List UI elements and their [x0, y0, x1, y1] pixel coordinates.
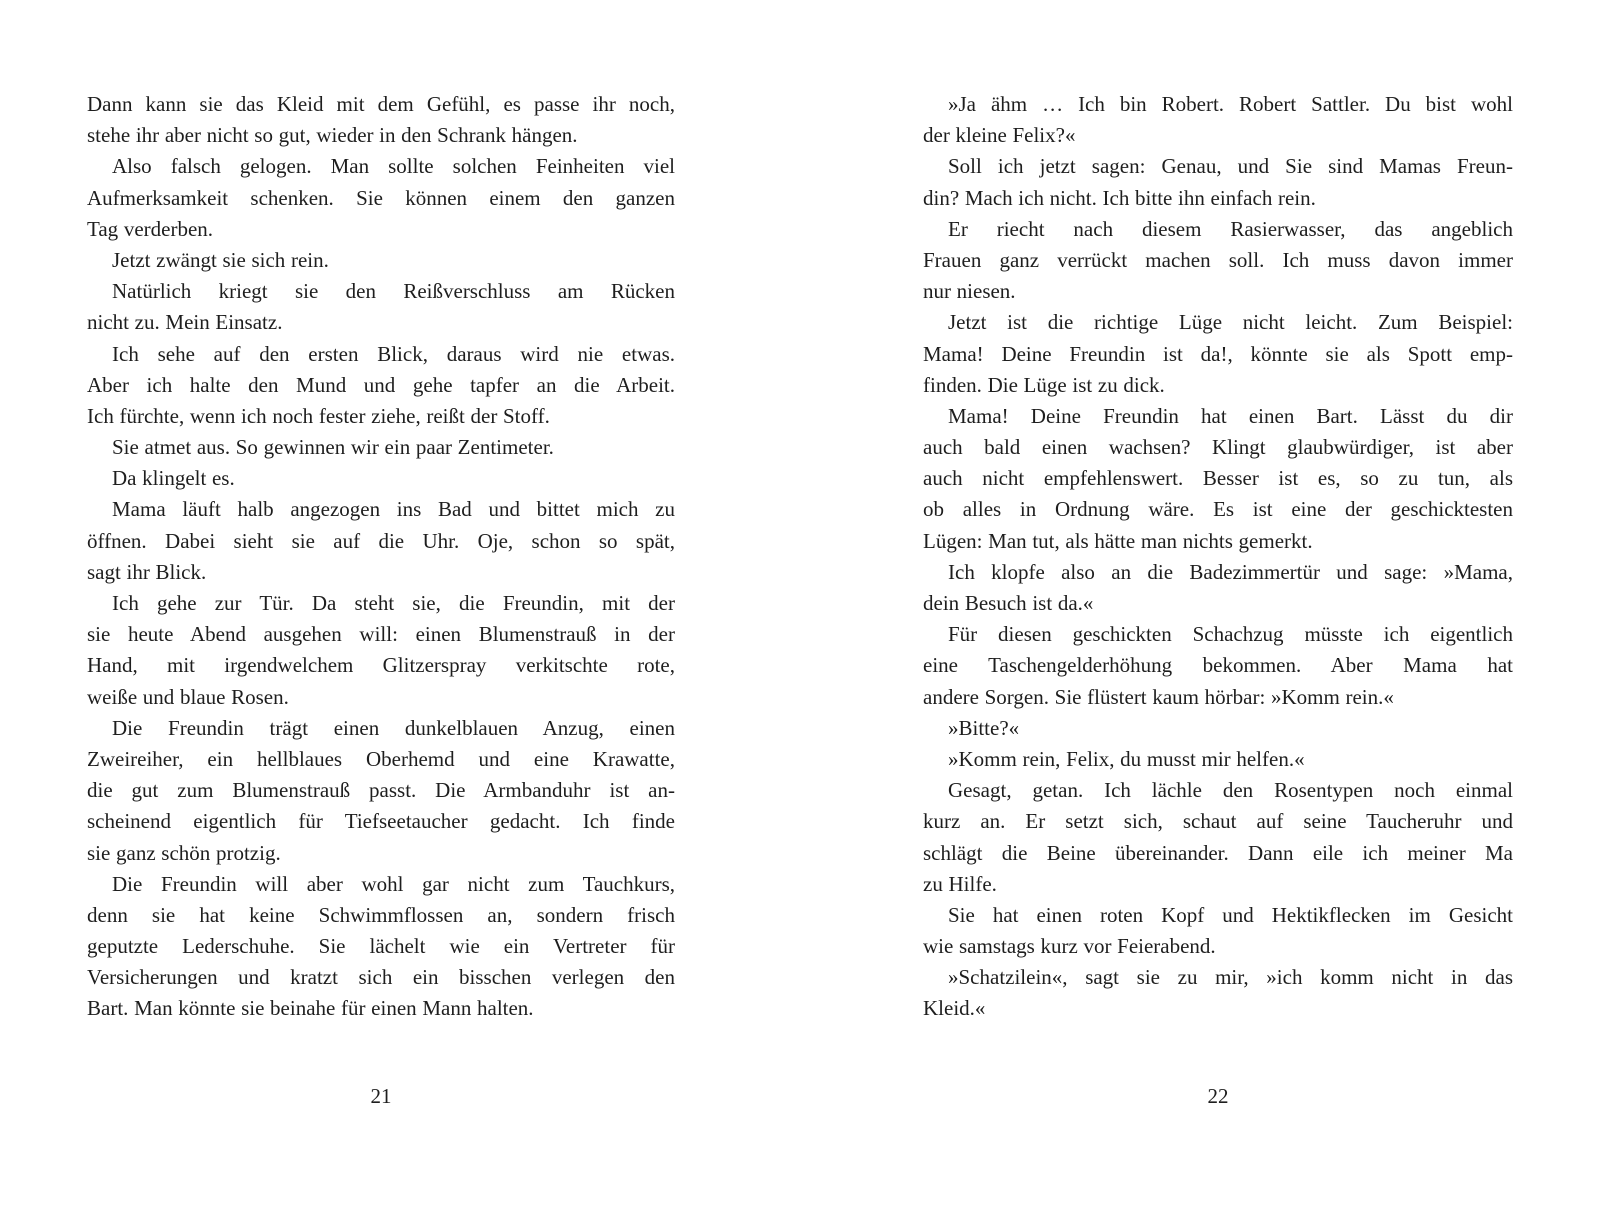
text-line: Mama! Deine Freundin hat einen Bart. Lässt du dir	[948, 403, 1513, 428]
page-left	[87, 89, 675, 1149]
text-line: Bart. Man könnte sie beinahe für einen Mann halten.	[87, 996, 534, 1021]
text-line: eine Taschengelderhöhung bekommen. Aber Mama hat	[923, 653, 1513, 678]
text-line: Mama! Deine Freundin ist da!, könnte sie als Spott emp-	[923, 341, 1513, 366]
text-line: weiße und blaue Rosen.	[87, 684, 289, 709]
text-line: »Komm rein, Felix, du musst mir helfen.«	[948, 746, 1305, 771]
text-line: Aufmerksamkeit schenken. Sie können einem den ganzen	[87, 185, 675, 210]
text-line: sie heute Abend ausgehen will: einen Blumenstrauß in der	[87, 622, 675, 647]
text-line: nicht zu. Mein Einsatz.	[87, 310, 283, 335]
text-line: finden. Die Lüge ist zu dick.	[923, 372, 1165, 397]
text-line: sie ganz schön protzig.	[87, 840, 281, 865]
text-line: »Schatzilein«, sagt sie zu mir, »ich komm nicht in das	[948, 965, 1513, 990]
text-line: dein Besuch ist da.«	[923, 591, 1094, 615]
text-line: die gut zum Blumenstrauß passt. Die Armbanduhr ist an-	[87, 778, 675, 803]
text-line: Ich gehe zur Tür. Da steht sie, die Freundin, mit der	[112, 591, 675, 615]
text-line: »Ja ähm … Ich bin Robert. Robert Sattler. Du bist wohl	[948, 92, 1513, 116]
text-line: denn sie hat keine Schwimmflossen an, sondern frisch	[87, 902, 675, 927]
text-line: Hand, mit irgendwelchem Glitzerspray verkitschte rote,	[87, 653, 675, 678]
text-line: Die Freundin will aber wohl gar nicht zum Tauchkurs,	[112, 871, 675, 896]
text-line: Soll ich jetzt sagen: Genau, und Sie sind Mamas Freun-	[948, 154, 1513, 179]
text-line: Natürlich kriegt sie den Reißverschluss am Rücken	[112, 279, 675, 304]
text-line: wie samstags kurz vor Feierabend.	[923, 934, 1216, 959]
text-line: Frauen ganz verrückt machen soll. Ich muss davon immer	[923, 247, 1513, 272]
text-line: Tag verderben.	[87, 216, 214, 241]
text-line: andere Sorgen. Sie flüstert kaum hörbar: »Komm rein.«	[923, 684, 1394, 709]
text-line: der kleine Felix?«	[923, 123, 1076, 148]
text-line: Sie atmet aus. So gewinnen wir ein paar Zentimeter.	[112, 435, 554, 460]
text-line: schlägt die Beine übereinander. Dann eile ich meiner Ma	[923, 840, 1513, 865]
text-line: ob alles in Ordnung wäre. Es ist eine der geschicktesten	[923, 497, 1513, 522]
text-line: Aber ich halte den Mund und gehe tapfer an die Arbeit.	[87, 372, 675, 397]
text-line: Er riecht nach diesem Rasierwasser, das angeblich	[948, 216, 1513, 241]
text-line: kurz an. Er setzt sich, schaut auf seine Taucheruhr und	[923, 809, 1513, 834]
text-line: nur niesen.	[923, 279, 1016, 304]
text-line: sagt ihr Blick.	[87, 559, 207, 584]
text-line: Zweireiher, ein hellblaues Oberhemd und eine Krawatte,	[87, 746, 675, 771]
text-line: stehe ihr aber nicht so gut, wieder in den Schrank hängen.	[87, 123, 578, 148]
text-line: Jetzt zwängt sie sich rein.	[112, 247, 329, 272]
text-line: Da klingelt es.	[112, 466, 235, 491]
page-number-left: 21	[370, 1084, 392, 1108]
text-line: Lügen: Man tut, als hätte man nichts gemerkt.	[923, 528, 1313, 553]
page-right-text	[923, 89, 1513, 1025]
text-line: Sie hat einen roten Kopf und Hektikflecken im Gesicht	[948, 902, 1513, 927]
text-line: Ich fürchte, wenn ich noch fester ziehe, reißt der Stoff.	[87, 403, 550, 428]
text-line: Versicherungen und kratzt sich ein bisschen verlegen den	[87, 965, 675, 990]
text-line: »Bitte?«	[948, 715, 1020, 740]
text-line: Gesagt, getan. Ich lächle den Rosentypen noch einmal	[948, 778, 1513, 803]
text-line: Jetzt ist die richtige Lüge nicht leicht. Zum Beispiel:	[948, 310, 1513, 335]
text-line: auch bald einen wachsen? Klingt glaubwürdiger, ist aber	[923, 435, 1513, 460]
text-line: Also falsch gelogen. Man sollte solchen Feinheiten viel	[112, 154, 675, 179]
page-right	[923, 89, 1513, 1149]
page-number-right: 22	[1207, 1084, 1229, 1108]
text-line: auch nicht empfehlenswert. Besser ist es, so zu tun, als	[923, 466, 1513, 491]
page-left-text	[87, 89, 675, 1025]
text-line: Ich sehe auf den ersten Blick, daraus wird nie etwas.	[112, 341, 675, 366]
text-line: öffnen. Dabei sieht sie auf die Uhr. Oje, schon so spät,	[87, 528, 675, 553]
text-line: Mama läuft halb angezogen ins Bad und bittet mich zu	[112, 497, 675, 522]
text-line: Dann kann sie das Kleid mit dem Gefühl, es passe ihr noch,	[87, 92, 675, 116]
text-line: Ich klopfe also an die Badezimmertür und sage: »Mama,	[948, 559, 1513, 584]
text-line: din? Mach ich nicht. Ich bitte ihn einfach rein.	[923, 185, 1316, 210]
text-line: scheinend eigentlich für Tiefseetaucher gedacht. Ich finde	[87, 809, 675, 834]
text-line: Kleid.«	[923, 996, 986, 1021]
text-line: geputzte Lederschuhe. Sie lächelt wie ein Vertreter für	[87, 934, 675, 959]
text-line: Die Freundin trägt einen dunkelblauen Anzug, einen	[112, 715, 675, 740]
text-line: Für diesen geschickten Schachzug müsste ich eigentlich	[948, 622, 1513, 647]
text-line: zu Hilfe.	[923, 871, 997, 896]
